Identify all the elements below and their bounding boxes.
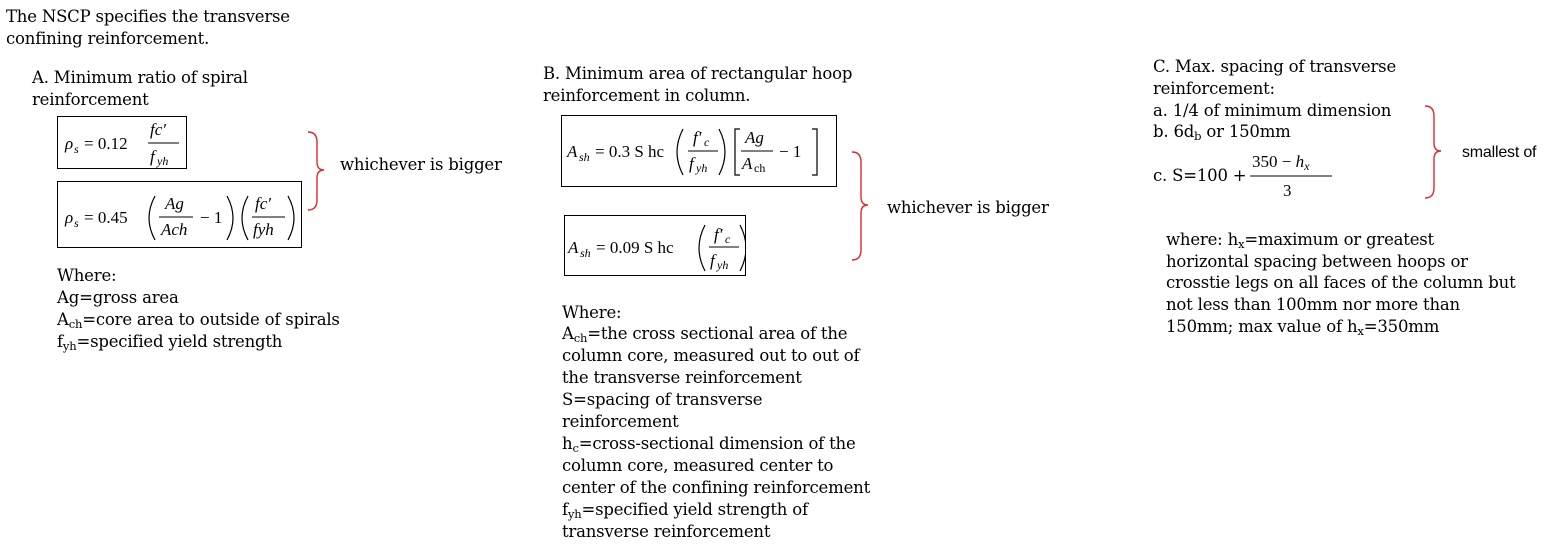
section-c-title-2: reinforcement:	[1153, 79, 1275, 98]
svg-text:s: s	[74, 142, 79, 156]
where-sub: x	[1357, 324, 1364, 338]
def-text: =specified yield strength	[76, 332, 283, 351]
svg-text:fc′: fc′	[150, 120, 166, 139]
svg-text:A: A	[568, 238, 579, 257]
svg-text:fc′: fc′	[255, 194, 271, 213]
section-b-def-line: reinforcement	[562, 412, 679, 431]
section-b-title-2: reinforcement in column.	[543, 86, 751, 105]
equation-c	[1248, 150, 1338, 202]
where-text: where: h	[1166, 230, 1238, 249]
section-c-where-2: horizontal spacing between hoops or	[1166, 252, 1468, 271]
def-sub: c	[572, 441, 579, 455]
equation-b2	[564, 215, 746, 276]
equation-b1	[561, 115, 837, 187]
svg-text:f′: f′	[714, 225, 723, 244]
brace-c	[1422, 104, 1444, 200]
svg-text:= 0.12: = 0.12	[84, 134, 128, 153]
def-text: =cross-sectional dimension of the	[578, 434, 856, 453]
svg-text:ch: ch	[754, 161, 766, 175]
where-text-post: =maximum or greatest	[1244, 230, 1434, 249]
section-c-title-1: C. Max. spacing of transverse	[1153, 57, 1397, 76]
svg-text:Ag: Ag	[745, 128, 764, 147]
section-b-def-s: S=spacing of transverse	[562, 390, 763, 409]
def-sym: A	[562, 324, 574, 343]
item-b-text: b. 6d	[1153, 122, 1195, 141]
def-sub: yh	[62, 339, 77, 353]
section-b-def-line: center of the confining reinforcement	[562, 478, 870, 497]
def-sym: Ag	[57, 288, 80, 307]
section-a-title-1: A. Minimum ratio of spiral	[32, 68, 248, 87]
section-b-def-line: transverse reinforcement	[562, 522, 771, 541]
svg-text:yh: yh	[696, 161, 708, 175]
section-a-def-fyh	[57, 331, 282, 357]
section-b-where: Where:	[562, 303, 622, 322]
equation-a2	[57, 181, 302, 248]
section-b-def-line: the transverse reinforcement	[562, 368, 802, 387]
svg-text:− 1: − 1	[779, 142, 802, 161]
svg-text:sh: sh	[580, 246, 591, 260]
section-b-def-line: column core, measured center to	[562, 456, 834, 475]
svg-text:350 − hx: 350 − hx	[1252, 152, 1310, 173]
svg-text:yh: yh	[157, 154, 169, 168]
section-b-def-line: column core, measured out to out of	[562, 346, 860, 365]
svg-text:f: f	[150, 147, 155, 166]
svg-text:− 1: − 1	[200, 208, 223, 227]
def-text: =the cross sectional area of the	[587, 324, 848, 343]
def-text: =specified yield strength of	[581, 500, 808, 519]
svg-text:fyh: fyh	[253, 220, 274, 239]
def-sym: f	[57, 332, 63, 351]
def-text: =gross area	[79, 288, 179, 307]
svg-text:= 0.09 S hc: = 0.09 S hc	[596, 238, 674, 257]
svg-text:A: A	[742, 154, 753, 173]
def-text: =core area to outside of spirals	[82, 310, 340, 329]
svg-text:f: f	[710, 251, 715, 270]
svg-text:f: f	[689, 154, 694, 173]
def-sym: A	[57, 310, 69, 329]
section-a-def-ag	[57, 287, 179, 309]
svg-text:Ach: Ach	[161, 220, 188, 239]
def-sym: f	[562, 500, 568, 519]
intro-line-2: confining reinforcement.	[6, 29, 210, 48]
section-c-where-3: crosstie legs on all faces of the column but	[1166, 273, 1516, 292]
svg-text:Ag: Ag	[165, 194, 184, 213]
svg-text:ρ: ρ	[65, 134, 74, 153]
def-sub: ch	[68, 317, 83, 331]
item-b-sub: b	[1194, 129, 1202, 143]
svg-text:A: A	[567, 142, 578, 161]
section-c-where-5	[1166, 316, 1439, 342]
svg-text:ρ: ρ	[65, 208, 74, 227]
section-c-item-c: c. S=100 +	[1153, 166, 1247, 185]
where-text: 150mm; max value of h	[1166, 317, 1358, 336]
svg-text:yh: yh	[717, 258, 729, 272]
def-sym: h	[562, 434, 573, 453]
svg-text:c: c	[725, 232, 731, 246]
section-b-condition: whichever is bigger	[887, 198, 1049, 217]
svg-text:= 0.45: = 0.45	[84, 208, 128, 227]
section-c-condition: smallest of	[1462, 144, 1537, 161]
section-c-item-b	[1153, 121, 1291, 147]
section-a-title-2: reinforcement	[32, 90, 149, 109]
where-text-post: =350mm	[1363, 317, 1440, 336]
section-a-where: Where:	[57, 266, 117, 285]
section-a-condition: whichever is bigger	[340, 155, 502, 174]
svg-text:sh: sh	[579, 150, 590, 164]
brace-a	[305, 130, 327, 212]
item-b-text-post: or 150mm	[1201, 122, 1291, 141]
svg-text:= 0.3 S hc: = 0.3 S hc	[595, 142, 665, 161]
svg-text:s: s	[74, 216, 79, 230]
section-c-item-a: a. 1/4 of minimum dimension	[1153, 101, 1392, 120]
intro-line-1: The NSCP specifies the transverse	[6, 7, 290, 26]
svg-text:3: 3	[1283, 181, 1292, 200]
section-b-title-1: B. Minimum area of rectangular hoop	[543, 64, 853, 83]
where-sub: x	[1238, 237, 1245, 251]
brace-b	[849, 150, 871, 262]
svg-text:f′: f′	[693, 128, 702, 147]
def-sub: yh	[567, 507, 582, 521]
equation-a1	[57, 116, 187, 169]
section-c-where-4: not less than 100mm nor more than	[1166, 295, 1460, 314]
def-sub: ch	[573, 331, 588, 345]
svg-text:c: c	[704, 135, 710, 149]
